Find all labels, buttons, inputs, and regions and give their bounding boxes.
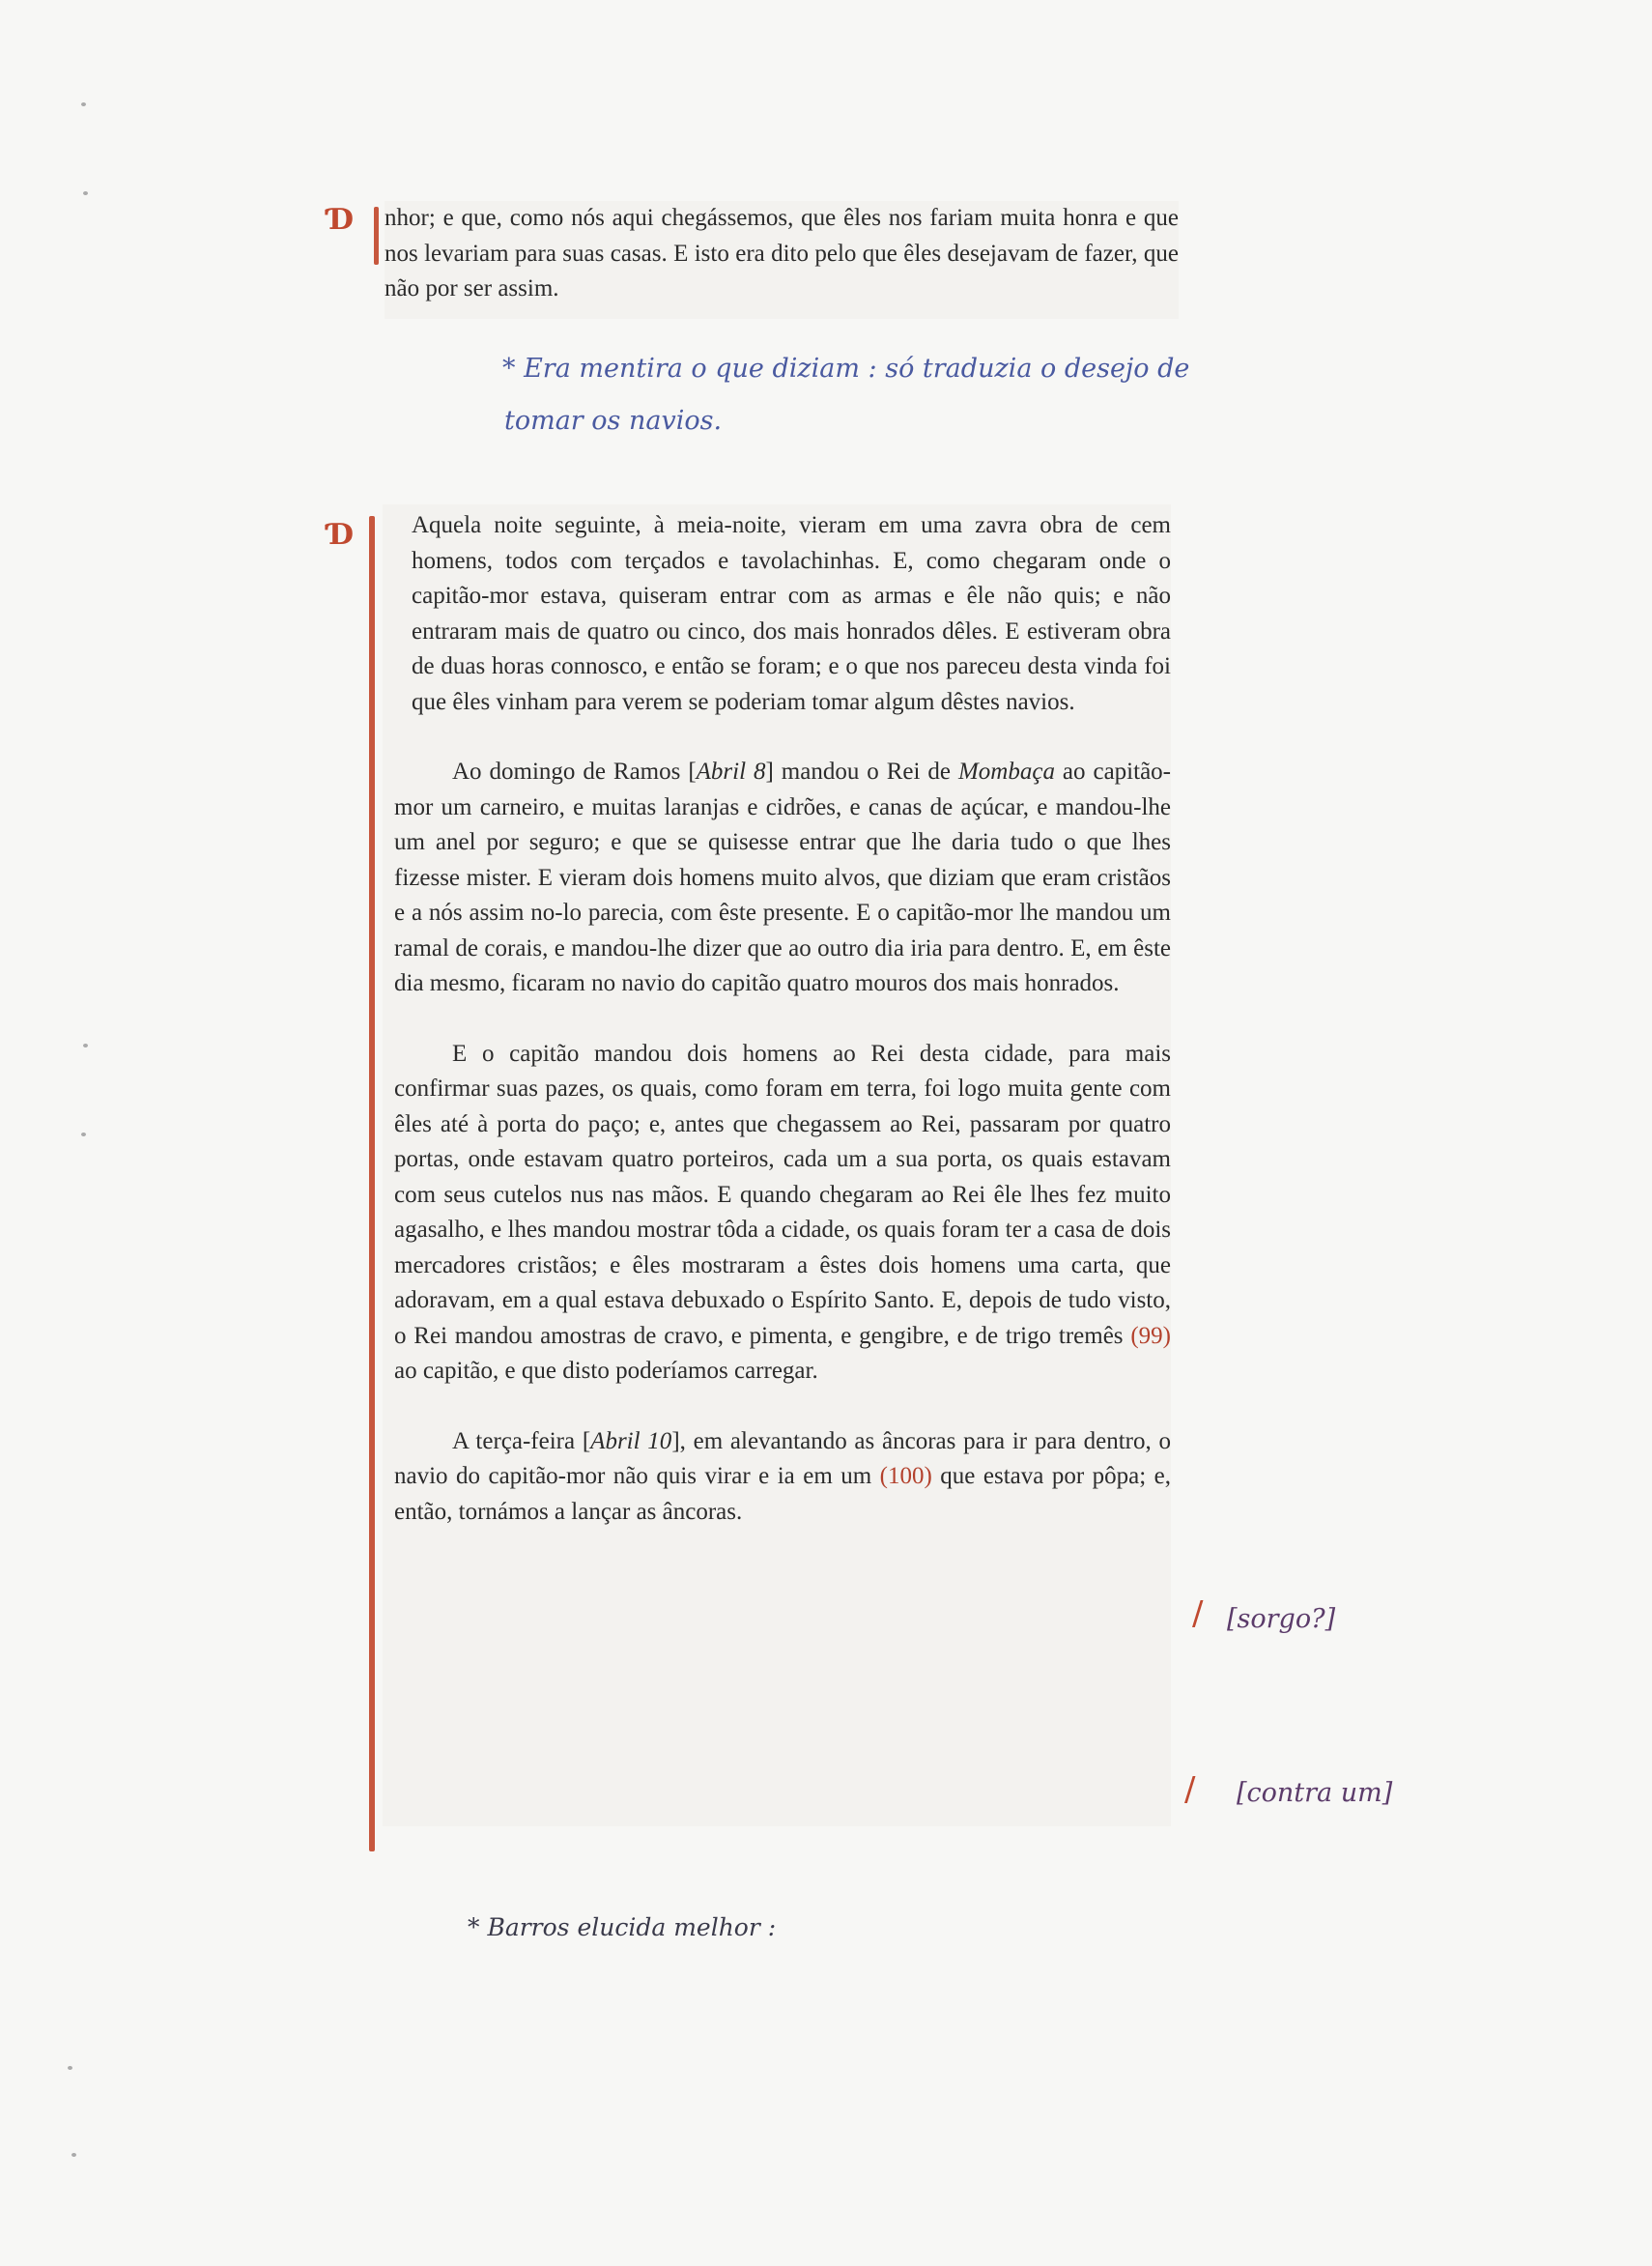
- clip2-paragraph-1: Aquela noite seguinte, à meia-noite, vieram em uma zavra obra de cem homens, todos com terçados e tavolachinhas. E, como chegaram onde o capitão-mor estava, quiseram entrar com as armas e êle não quis; e não entraram mais de quatro ou cinco, dos mais honrados dêles. E estiveram obra de duas horas connosco, e então se foram; e o que nos pareceu desta vinda foi que êles vinham para verem se poderiam tomar algum dêstes navios.: [412, 512, 1171, 715]
- footnote-ref-99: (99): [1130, 1322, 1171, 1349]
- p3-text-a: E o capitão mandou dois homens ao Rei desta cidade, para mais confirmar suas pazes, os quais, como foram em terra, foi logo muita gente com êles até à porta do paço; e, antes que chegassem ao Rei, passaram por quatro portas, onde estavam quatro porteiros, cada um a sua porta, os quais estavam com seus cutelos nus nas mãos. E quando chegaram ao Rei êle lhes fez muito agasalho, e lhes mandou mostrar tôda a cidade, os quais foram ter a casa de dois mercadores cristãos; e êles mostraram a êstes dois homens uma carta, que adoravam, em a qual estava debuxado o Espírito Santo. E, depois de tudo visto, o Rei mandou amostras de cravo, e pimenta, e gengibre, e de trigo tremês: [394, 1040, 1171, 1349]
- p2-text-a: Ao domingo de Ramos [: [452, 759, 697, 785]
- margin-note-99: [sorgo?]: [1227, 1604, 1336, 1634]
- p2-date: Abril 8: [696, 759, 766, 785]
- p4-text-c: que estava por pôpa; e, então, tornámos a lançar as âncoras.: [394, 1463, 1171, 1525]
- p2-place: Mombaça: [957, 759, 1055, 785]
- p4-text-b: ], em alevantando as âncoras para ir para dentro, o navio do capitão-mor não quis virar e ia em um: [394, 1427, 1171, 1489]
- clip2-paragraph-4: [394, 1424, 1171, 1531]
- handwritten-note-1-line2: tomar os navios.: [504, 406, 723, 436]
- margin-tick-2: /: [1184, 1770, 1196, 1809]
- p4-date: Abril 10: [590, 1427, 672, 1454]
- text-clipping-1: [385, 201, 1179, 319]
- margin-mark-d-1: Ɗ: [328, 203, 355, 237]
- clip2-paragraph-3: [394, 1037, 1171, 1390]
- handwritten-note-2: * Barros elucida melhor :: [468, 1913, 777, 1941]
- text-clipping-2: [383, 504, 1171, 1826]
- margin-note-100: [contra um]: [1237, 1778, 1393, 1808]
- red-margin-line-2: [369, 516, 375, 1851]
- p3-text-b: ao capitão, e que disto poderíamos carregar.: [394, 1358, 818, 1384]
- clip1-paragraph: nhor; e que, como nós aqui chegássemos, que êles nos fariam muita honra e que nos levariam para suas casas. E isto era dito pelo que êles desejavam de fazer, que não por ser assim.: [385, 205, 1179, 301]
- margin-mark-d-2: Ɗ: [328, 518, 355, 552]
- p2-text-b: ] mandou o Rei de: [765, 759, 958, 785]
- footnote-ref-100: (100): [879, 1463, 932, 1489]
- p4-text-a: A terça-feira [: [452, 1427, 591, 1454]
- clip2-paragraph-2: [394, 755, 1171, 1002]
- margin-tick-1: /: [1192, 1594, 1204, 1633]
- p2-text-c: ao capitão-mor um carneiro, e muitas laranjas e cidrões, e canas de açúcar, e mandou-lhe um anel por seguro; e que se quisesse entrar que lhe daria tudo o que lhes fizesse mister. E vieram dois homens muito alvos, que diziam que eram cristãos e a nós assim no-lo parecia, com êste presente. E o capitão-mor lhe mandou um ramal de corais, e mandou-lhe dizer que ao outro dia iria para dentro. E, em êste dia mesmo, ficaram no navio do capitão quatro mouros dos mais honrados.: [394, 759, 1171, 996]
- red-margin-line-1: [374, 207, 379, 265]
- handwritten-note-1-line1: * Era mentira o que diziam : só traduzia o desejo de: [502, 354, 1190, 384]
